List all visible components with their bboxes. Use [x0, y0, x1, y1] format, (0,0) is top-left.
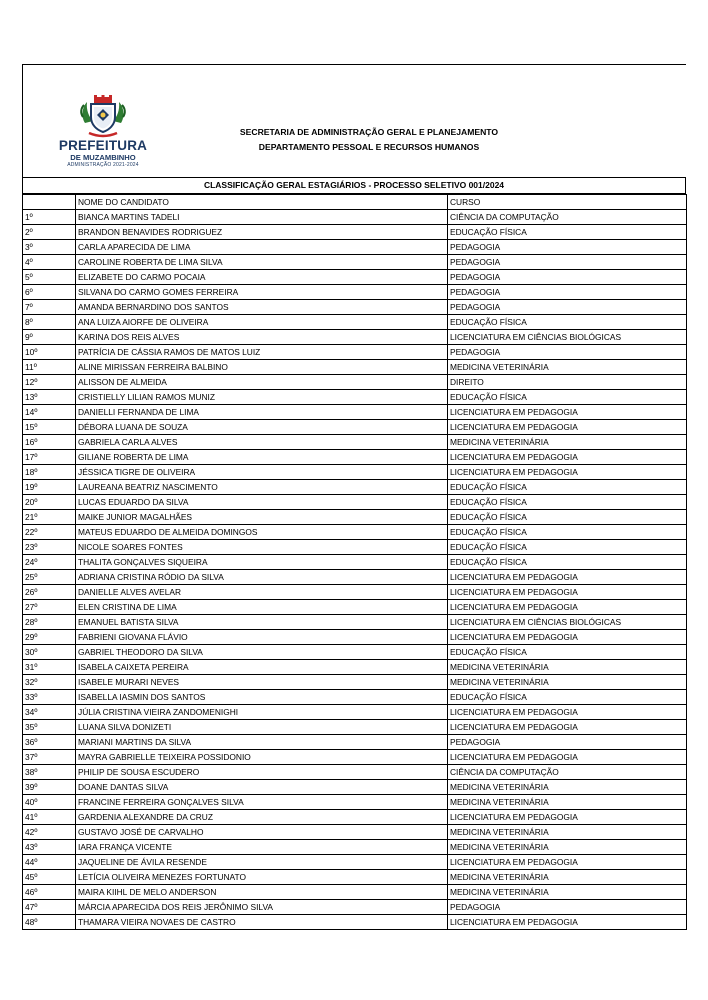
cell-position: 42º	[23, 825, 76, 840]
cell-course: MEDICINA VETERINÁRIA	[448, 780, 687, 795]
cell-position: 1º	[23, 210, 76, 225]
cell-position: 4º	[23, 255, 76, 270]
cell-candidate-name: SILVANA DO CARMO GOMES FERREIRA	[76, 285, 448, 300]
cell-position: 38º	[23, 765, 76, 780]
table-row	[23, 435, 687, 450]
table-row	[23, 900, 687, 915]
table-body	[23, 210, 687, 930]
cell-candidate-name: MAIRA KIIHL DE MELO ANDERSON	[76, 885, 448, 900]
column-header-position	[23, 195, 76, 210]
cell-course: EDUCAÇÃO FÍSICA	[448, 225, 687, 240]
cell-course: LICENCIATURA EM PEDAGOGIA	[448, 630, 687, 645]
table-row	[23, 795, 687, 810]
table-row	[23, 630, 687, 645]
cell-course: LICENCIATURA EM PEDAGOGIA	[448, 750, 687, 765]
cell-candidate-name: LUANA SILVA DONIZETI	[76, 720, 448, 735]
cell-position: 15º	[23, 420, 76, 435]
table-row	[23, 525, 687, 540]
table-row	[23, 285, 687, 300]
table-row	[23, 225, 687, 240]
cell-position: 14º	[23, 405, 76, 420]
table-title: CLASSIFICAÇÃO GERAL ESTAGIÁRIOS - PROCESSO SELETIVO 001/2024	[22, 178, 686, 194]
cell-position: 7º	[23, 300, 76, 315]
cell-course: MEDICINA VETERINÁRIA	[448, 840, 687, 855]
cell-course: EDUCAÇÃO FÍSICA	[448, 555, 687, 570]
cell-course: EDUCAÇÃO FÍSICA	[448, 480, 687, 495]
cell-candidate-name: FABRIENI GIOVANA FLÁVIO	[76, 630, 448, 645]
cell-position: 5º	[23, 270, 76, 285]
cell-course: LICENCIATURA EM PEDAGOGIA	[448, 405, 687, 420]
logo-city-name: DE MUZAMBINHO	[70, 153, 136, 162]
classification-table	[22, 194, 687, 930]
table-row	[23, 825, 687, 840]
table-row	[23, 585, 687, 600]
department-heading: DEPARTAMENTO PESSOAL E RECURSOS HUMANOS	[258, 142, 480, 152]
cell-position: 46º	[23, 885, 76, 900]
cell-course: LICENCIATURA EM PEDAGOGIA	[448, 720, 687, 735]
table-row	[23, 465, 687, 480]
cell-candidate-name: DANIELLI FERNANDA DE LIMA	[76, 405, 448, 420]
cell-course: CIÊNCIA DA COMPUTAÇÃO	[448, 210, 687, 225]
cell-course: LICENCIATURA EM PEDAGOGIA	[448, 855, 687, 870]
cell-position: 28º	[23, 615, 76, 630]
cell-candidate-name: BIANCA MARTINS TADELI	[76, 210, 448, 225]
cell-position: 2º	[23, 225, 76, 240]
cell-position: 19º	[23, 480, 76, 495]
cell-course: CIÊNCIA DA COMPUTAÇÃO	[448, 765, 687, 780]
cell-candidate-name: IARA FRANÇA VICENTE	[76, 840, 448, 855]
table-row	[23, 390, 687, 405]
cell-candidate-name: THALITA GONÇALVES SIQUEIRA	[76, 555, 448, 570]
cell-candidate-name: KARINA DOS REIS ALVES	[76, 330, 448, 345]
cell-course: MEDICINA VETERINÁRIA	[448, 675, 687, 690]
cell-position: 33º	[23, 690, 76, 705]
table-row	[23, 360, 687, 375]
cell-position: 29º	[23, 630, 76, 645]
cell-position: 40º	[23, 795, 76, 810]
cell-course: DIREITO	[448, 375, 687, 390]
cell-course: EDUCAÇÃO FÍSICA	[448, 540, 687, 555]
cell-course: LICENCIATURA EM CIÊNCIAS BIOLÓGICAS	[448, 330, 687, 345]
table-row	[23, 810, 687, 825]
table-row	[23, 510, 687, 525]
cell-candidate-name: ANA LUIZA AIORFE DE OLIVEIRA	[76, 315, 448, 330]
table-row	[23, 885, 687, 900]
table-row	[23, 720, 687, 735]
cell-course: EDUCAÇÃO FÍSICA	[448, 315, 687, 330]
cell-course: PEDAGOGIA	[448, 255, 687, 270]
cell-position: 37º	[23, 750, 76, 765]
cell-position: 43º	[23, 840, 76, 855]
cell-position: 8º	[23, 315, 76, 330]
table-row	[23, 765, 687, 780]
cell-candidate-name: ISABELA CAIXETA PEREIRA	[76, 660, 448, 675]
cell-candidate-name: DANIELLE ALVES AVELAR	[76, 585, 448, 600]
table-row	[23, 690, 687, 705]
column-header-course: CURSO	[448, 195, 687, 210]
cell-course: MEDICINA VETERINÁRIA	[448, 360, 687, 375]
cell-course: LICENCIATURA EM PEDAGOGIA	[448, 570, 687, 585]
cell-course: EDUCAÇÃO FÍSICA	[448, 645, 687, 660]
cell-candidate-name: GARDENIA ALEXANDRE DA CRUZ	[76, 810, 448, 825]
cell-candidate-name: CAROLINE ROBERTA DE LIMA SILVA	[76, 255, 448, 270]
cell-candidate-name: MAYRA GABRIELLE TEIXEIRA POSSIDONIO	[76, 750, 448, 765]
cell-candidate-name: MÁRCIA APARECIDA DOS REIS JERÔNIMO SILVA	[76, 900, 448, 915]
cell-position: 35º	[23, 720, 76, 735]
cell-candidate-name: CARLA APARECIDA DE LIMA	[76, 240, 448, 255]
cell-candidate-name: GILIANE ROBERTA DE LIMA	[76, 450, 448, 465]
table-row	[23, 480, 687, 495]
table-row	[23, 915, 687, 930]
cell-position: 12º	[23, 375, 76, 390]
cell-position: 6º	[23, 285, 76, 300]
table-row	[23, 570, 687, 585]
cell-candidate-name: ISABELE MURARI NEVES	[76, 675, 448, 690]
cell-position: 23º	[23, 540, 76, 555]
table-row	[23, 540, 687, 555]
cell-course: MEDICINA VETERINÁRIA	[448, 825, 687, 840]
table-row	[23, 615, 687, 630]
cell-candidate-name: ADRIANA CRISTINA RÓDIO DA SILVA	[76, 570, 448, 585]
cell-candidate-name: LETÍCIA OLIVEIRA MENEZES FORTUNATO	[76, 870, 448, 885]
cell-candidate-name: NICOLE SOARES FONTES	[76, 540, 448, 555]
cell-course: PEDAGOGIA	[448, 240, 687, 255]
cell-position: 47º	[23, 900, 76, 915]
table-row	[23, 405, 687, 420]
cell-course: LICENCIATURA EM PEDAGOGIA	[448, 450, 687, 465]
table-row	[23, 420, 687, 435]
table-row	[23, 345, 687, 360]
cell-position: 45º	[23, 870, 76, 885]
cell-position: 22º	[23, 525, 76, 540]
cell-course: LICENCIATURA EM PEDAGOGIA	[448, 420, 687, 435]
cell-candidate-name: JÚLIA CRISTINA VIEIRA ZANDOMENIGHI	[76, 705, 448, 720]
table-row	[23, 240, 687, 255]
secretariat-heading: SECRETARIA DE ADMINISTRAÇÃO GERAL E PLANEJAMENTO	[239, 127, 499, 137]
cell-position: 9º	[23, 330, 76, 345]
document-header	[22, 64, 686, 178]
cell-position: 10º	[23, 345, 76, 360]
cell-position: 41º	[23, 810, 76, 825]
table-row	[23, 375, 687, 390]
cell-position: 36º	[23, 735, 76, 750]
cell-candidate-name: DOANE DANTAS SILVA	[76, 780, 448, 795]
prefeitura-logo	[55, 95, 151, 175]
cell-course: PEDAGOGIA	[448, 900, 687, 915]
cell-position: 20º	[23, 495, 76, 510]
cell-candidate-name: THAMARA VIEIRA NOVAES DE CASTRO	[76, 915, 448, 930]
cell-course: PEDAGOGIA	[448, 270, 687, 285]
logo-administration-period: ADMINISTRAÇÃO 2021-2024	[67, 162, 139, 168]
table-row	[23, 330, 687, 345]
cell-candidate-name: PATRÍCIA DE CÁSSIA RAMOS DE MATOS LUIZ	[76, 345, 448, 360]
cell-position: 18º	[23, 465, 76, 480]
document-sheet	[22, 64, 686, 930]
cell-course: LICENCIATURA EM PEDAGOGIA	[448, 915, 687, 930]
table-row	[23, 750, 687, 765]
table-row	[23, 780, 687, 795]
cell-candidate-name: LUCAS EDUARDO DA SILVA	[76, 495, 448, 510]
table-header-row	[23, 195, 687, 210]
cell-course: EDUCAÇÃO FÍSICA	[448, 525, 687, 540]
cell-candidate-name: ISABELLA IASMIN DOS SANTOS	[76, 690, 448, 705]
cell-position: 32º	[23, 675, 76, 690]
cell-candidate-name: PHILIP DE SOUSA ESCUDERO	[76, 765, 448, 780]
cell-course: EDUCAÇÃO FÍSICA	[448, 495, 687, 510]
cell-position: 17º	[23, 450, 76, 465]
cell-position: 27º	[23, 600, 76, 615]
cell-position: 44º	[23, 855, 76, 870]
table-row	[23, 870, 687, 885]
table-row	[23, 645, 687, 660]
cell-position: 24º	[23, 555, 76, 570]
table-row	[23, 660, 687, 675]
cell-candidate-name: ELEN CRISTINA DE LIMA	[76, 600, 448, 615]
table-row	[23, 735, 687, 750]
column-header-name: NOME DO CANDIDATO	[76, 195, 448, 210]
table-row	[23, 450, 687, 465]
cell-candidate-name: BRANDON BENAVIDES RODRIGUEZ	[76, 225, 448, 240]
cell-position: 48º	[23, 915, 76, 930]
cell-candidate-name: AMANDA BERNARDINO DOS SANTOS	[76, 300, 448, 315]
table-row	[23, 210, 687, 225]
cell-position: 21º	[23, 510, 76, 525]
cell-candidate-name: MATEUS EDUARDO DE ALMEIDA DOMINGOS	[76, 525, 448, 540]
cell-course: EDUCAÇÃO FÍSICA	[448, 390, 687, 405]
cell-course: MEDICINA VETERINÁRIA	[448, 870, 687, 885]
cell-position: 13º	[23, 390, 76, 405]
cell-course: EDUCAÇÃO FÍSICA	[448, 690, 687, 705]
table-row	[23, 855, 687, 870]
cell-candidate-name: MARIANI MARTINS DA SILVA	[76, 735, 448, 750]
cell-course: PEDAGOGIA	[448, 300, 687, 315]
cell-position: 31º	[23, 660, 76, 675]
cell-candidate-name: GUSTAVO JOSÉ DE CARVALHO	[76, 825, 448, 840]
cell-course: EDUCAÇÃO FÍSICA	[448, 510, 687, 525]
table-row	[23, 315, 687, 330]
table-row	[23, 495, 687, 510]
cell-candidate-name: ALISSON DE ALMEIDA	[76, 375, 448, 390]
cell-course: MEDICINA VETERINÁRIA	[448, 885, 687, 900]
cell-course: LICENCIATURA EM CIÊNCIAS BIOLÓGICAS	[448, 615, 687, 630]
cell-course: LICENCIATURA EM PEDAGOGIA	[448, 705, 687, 720]
cell-candidate-name: EMANUEL BATISTA SILVA	[76, 615, 448, 630]
table-row	[23, 270, 687, 285]
logo-wordmark: PREFEITURA	[58, 138, 148, 153]
table-row	[23, 705, 687, 720]
cell-course: MEDICINA VETERINÁRIA	[448, 660, 687, 675]
cell-candidate-name: LAUREANA BEATRIZ NASCIMENTO	[76, 480, 448, 495]
cell-candidate-name: JAQUELINE DE ÁVILA RESENDE	[76, 855, 448, 870]
cell-candidate-name: FRANCINE FERREIRA GONÇALVES SILVA	[76, 795, 448, 810]
cell-course: MEDICINA VETERINÁRIA	[448, 435, 687, 450]
cell-candidate-name: GABRIELA CARLA ALVES	[76, 435, 448, 450]
cell-candidate-name: ALINE MIRISSAN FERREIRA BALBINO	[76, 360, 448, 375]
cell-candidate-name: ELIZABETE DO CARMO POCAIA	[76, 270, 448, 285]
cell-course: PEDAGOGIA	[448, 285, 687, 300]
cell-position: 11º	[23, 360, 76, 375]
cell-candidate-name: CRISTIELLY LILIAN RAMOS MUNIZ	[76, 390, 448, 405]
cell-course: LICENCIATURA EM PEDAGOGIA	[448, 810, 687, 825]
cell-position: 3º	[23, 240, 76, 255]
table-row	[23, 840, 687, 855]
cell-candidate-name: MAIKE JUNIOR MAGALHÃES	[76, 510, 448, 525]
cell-position: 26º	[23, 585, 76, 600]
cell-course: LICENCIATURA EM PEDAGOGIA	[448, 585, 687, 600]
cell-course: LICENCIATURA EM PEDAGOGIA	[448, 465, 687, 480]
table-row	[23, 255, 687, 270]
table-row	[23, 555, 687, 570]
cell-position: 34º	[23, 705, 76, 720]
cell-position: 16º	[23, 435, 76, 450]
cell-course: PEDAGOGIA	[448, 345, 687, 360]
cell-candidate-name: DÉBORA LUANA DE SOUZA	[76, 420, 448, 435]
table-row	[23, 300, 687, 315]
cell-position: 39º	[23, 780, 76, 795]
cell-candidate-name: JÉSSICA TIGRE DE OLIVEIRA	[76, 465, 448, 480]
cell-candidate-name: GABRIEL THEODORO DA SILVA	[76, 645, 448, 660]
coat-of-arms-icon	[77, 95, 129, 139]
cell-position: 30º	[23, 645, 76, 660]
cell-position: 25º	[23, 570, 76, 585]
cell-course: LICENCIATURA EM PEDAGOGIA	[448, 600, 687, 615]
cell-course: PEDAGOGIA	[448, 735, 687, 750]
table-row	[23, 600, 687, 615]
table-row	[23, 675, 687, 690]
cell-course: MEDICINA VETERINÁRIA	[448, 795, 687, 810]
